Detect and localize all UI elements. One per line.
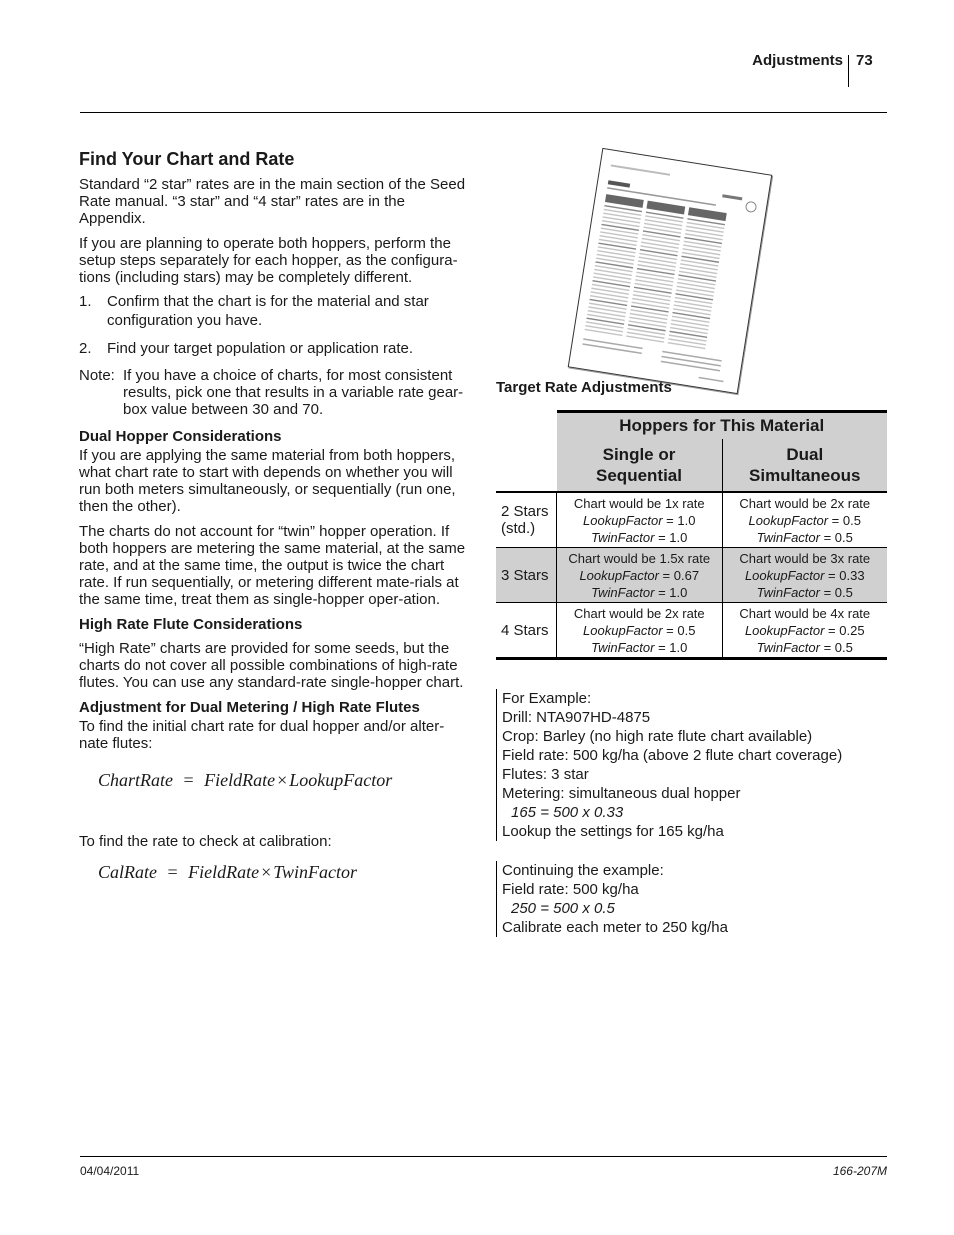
formula-term: FieldRate — [188, 862, 260, 882]
cell-line: Chart would be 2x rate — [739, 495, 871, 511]
example-line: Drill: NTA907HD-4875 — [502, 709, 651, 726]
rate-chart-sketch — [569, 149, 771, 393]
footer-document-number: 166-207M — [832, 1164, 887, 1178]
lookup-factor-label: LookupFactor — [744, 567, 825, 583]
flute-heading: High Rate Flute Considerations — [79, 616, 303, 633]
table-caption: Target Rate Adjustments — [496, 379, 672, 396]
lookup-factor-label: LookupFactor — [579, 567, 659, 583]
row-label-line: 4 Stars — [501, 621, 549, 639]
column-header-dual — [722, 439, 887, 492]
example-line: Metering: simultaneous dual hopper — [502, 785, 741, 802]
twin-factor-value: = 0.5 — [819, 529, 853, 545]
column-header-line: Sequential — [596, 466, 682, 485]
step-number: 2. — [79, 340, 92, 357]
lookup-factor-value: = 0.5 — [662, 622, 696, 638]
cell-lookup — [723, 622, 888, 639]
formula-term: ChartRate — [98, 770, 173, 790]
header-divider — [848, 55, 849, 87]
column-header-line: Dual — [786, 445, 824, 464]
example-calculation: 165 = 500 x 0.33 — [511, 804, 624, 821]
cell-twin — [723, 529, 888, 546]
formula-operator: = — [167, 862, 178, 882]
table-cell — [722, 548, 887, 603]
table-row — [496, 492, 887, 548]
chart-rate-formula — [98, 772, 471, 789]
cell-twin — [557, 584, 722, 601]
twin-factor-value: = 0.5 — [819, 584, 853, 600]
left-column — [79, 148, 471, 881]
table-row — [496, 603, 887, 659]
cell-lookup — [723, 567, 888, 584]
table-cell — [722, 603, 887, 659]
cell-line: Chart would be 2x rate — [573, 605, 705, 621]
formula-term: CalRate — [98, 862, 157, 882]
dual-paragraph-2: The charts do not account for “twin” hopper operation. If both hoppers are metering the same material, at the same rate, and at the same time, the output is twice the chart rate. If run sequentially, or metering different mate-rials at the same time, treat them as single-hopper oper-ation. — [79, 523, 466, 608]
step-number: 1. — [79, 293, 92, 310]
note — [79, 367, 471, 418]
twin-factor-label: TwinFactor — [756, 529, 820, 545]
cal-rate-formula — [98, 864, 471, 881]
formula-operator: × — [261, 862, 272, 882]
top-rule — [80, 112, 887, 113]
twin-factor-label: TwinFactor — [591, 639, 655, 655]
calibration-paragraph: To find the rate to check at calibration: — [79, 833, 332, 850]
formula-term: LookupFactor — [289, 770, 393, 790]
cell-lookup — [557, 512, 722, 529]
step-2 — [79, 339, 471, 358]
note-text: If you have a choice of charts, for most consistent results, pick one that results in a variable rate gear-box value between 30 and 70. — [123, 367, 464, 418]
lookup-factor-value: = 1.0 — [662, 512, 696, 528]
lookup-factor-label: LookupFactor — [748, 512, 829, 528]
intro-paragraph: Standard “2 star” rates are in the main section of the Seed Rate manual. “3 star” and “4 star” rates are in the Appendix. — [79, 176, 466, 227]
example-box — [496, 689, 842, 841]
bottom-rule — [80, 1156, 887, 1157]
table-corner — [496, 412, 557, 493]
step-text: Confirm that the chart is for the material and star configuration you have. — [107, 293, 429, 329]
lookup-factor-value: = 0.67 — [658, 567, 700, 583]
cell-twin — [557, 639, 722, 656]
header-section-title: Adjustments — [752, 52, 843, 69]
twin-factor-label: TwinFactor — [591, 584, 655, 600]
page-number: 73 — [856, 52, 873, 69]
table-cell — [722, 492, 887, 548]
formula-term: TwinFactor — [273, 862, 357, 882]
cell-line: Chart would be 3x rate — [739, 550, 871, 566]
lookup-factor-value: = 0.5 — [828, 512, 861, 528]
twin-factor-value: = 0.5 — [819, 639, 853, 655]
cell-twin — [557, 529, 722, 546]
footer-date: 04/04/2011 — [80, 1164, 140, 1178]
example-line: Field rate: 500 kg/ha — [502, 881, 639, 898]
table-cell — [557, 548, 723, 603]
continuing-example-box — [496, 861, 728, 937]
table-row — [496, 548, 887, 603]
column-header-single — [557, 439, 723, 492]
flute-paragraph: “High Rate” charts are provided for some seeds, but the charts do not cover all possible combinations of high-rate flutes. You can use any standard-rate single-hopper chart. — [79, 640, 464, 691]
formula-operator: × — [277, 770, 288, 790]
table-cell — [557, 603, 723, 659]
group-header: Hoppers for This Material — [557, 412, 888, 440]
dual-paragraph-1: If you are applying the same material from both hoppers, what chart rate to start with depends on whether you will run both meters simultaneously, or sequentially (run one, then the other). — [79, 447, 456, 515]
row-label-line: 3 Stars — [501, 566, 549, 584]
row-label-line: (std.) — [501, 520, 536, 537]
step-text: Find your target population or application rate. — [107, 340, 414, 357]
dual-hopper-heading: Dual Hopper Considerations — [79, 428, 282, 445]
cell-line: Chart would be 1.5x rate — [568, 550, 711, 566]
column-header-line: Simultaneous — [749, 466, 861, 485]
step-1 — [79, 292, 471, 330]
twin-factor-label: TwinFactor — [756, 584, 820, 600]
row-label — [496, 603, 557, 659]
cell-twin — [723, 584, 888, 601]
lookup-factor-label: LookupFactor — [583, 622, 663, 638]
lookup-factor-value: = 0.25 — [824, 622, 865, 638]
column-header-line: Single or — [602, 445, 676, 464]
cell-twin — [723, 639, 888, 656]
cell-lookup — [723, 512, 888, 529]
row-label-line: 2 Stars — [501, 503, 549, 520]
cell-line: Chart would be 4x rate — [739, 605, 871, 621]
example-line: Crop: Barley (no high rate flute chart available) — [502, 728, 813, 745]
table-cell — [557, 492, 723, 548]
example-line: Calibrate each meter to 250 kg/ha — [502, 919, 728, 936]
cell-line: Chart would be 1x rate — [573, 495, 705, 511]
lookup-factor-value: = 0.33 — [824, 567, 865, 583]
example-line: Field rate: 500 kg/ha (above 2 flute chart coverage) — [502, 747, 843, 764]
example-line: Lookup the settings for 165 kg/ha — [502, 823, 724, 840]
section-title: Find Your Chart and Rate — [79, 149, 295, 169]
formula-operator: = — [183, 770, 194, 790]
formula-term: FieldRate — [204, 770, 276, 790]
twin-factor-value: = 1.0 — [654, 529, 688, 545]
example-line: For Example: — [502, 690, 592, 707]
adjust-heading: Adjustment for Dual Metering / High Rate Flutes — [79, 699, 420, 716]
row-label — [496, 492, 557, 548]
lookup-factor-label: LookupFactor — [744, 622, 825, 638]
twin-factor-value: = 1.0 — [654, 639, 688, 655]
example-calculation: 250 = 500 x 0.5 — [511, 900, 615, 917]
example-line: Flutes: 3 star — [502, 766, 589, 783]
cell-lookup — [557, 567, 722, 584]
twin-factor-label: TwinFactor — [591, 529, 655, 545]
lookup-factor-label: LookupFactor — [583, 512, 663, 528]
row-label — [496, 548, 557, 603]
rate-chart-illustration — [568, 148, 773, 394]
twin-factor-value: = 1.0 — [654, 584, 688, 600]
note-label: Note: — [79, 367, 115, 384]
target-rate-table — [496, 410, 887, 660]
example-line: Continuing the example: — [502, 862, 664, 879]
adjust-paragraph: To find the initial chart rate for dual hopper and/or alter-nate flutes: — [79, 718, 445, 752]
hoppers-paragraph: If you are planning to operate both hoppers, perform the setup steps separately for each hopper, as the configura-tions (including stars) may be completely different. — [79, 235, 458, 286]
cell-lookup — [557, 622, 722, 639]
twin-factor-label: TwinFactor — [756, 639, 820, 655]
